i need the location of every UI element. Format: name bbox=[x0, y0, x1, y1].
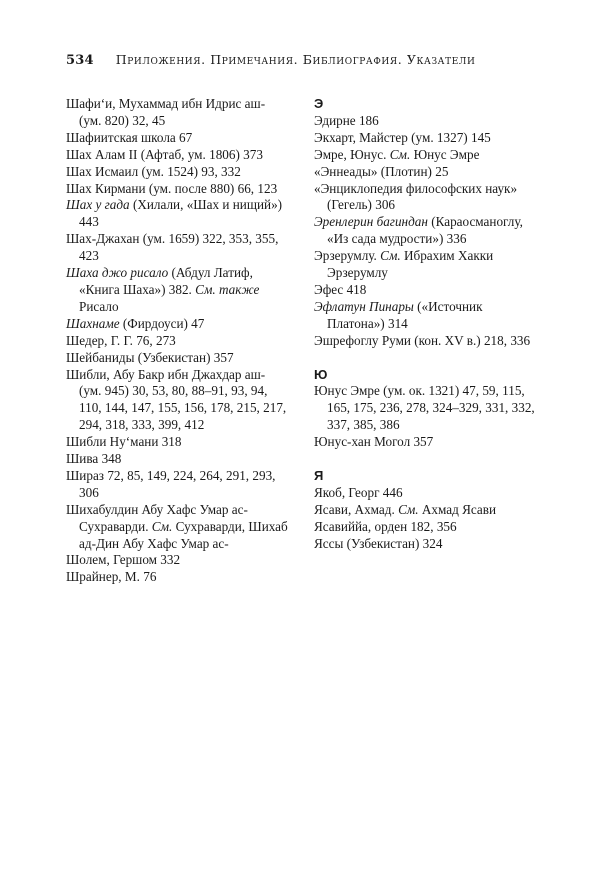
index-entry-text: Шрайнер, М. 76 bbox=[66, 569, 157, 585]
index-entry-text: Яссы (Узбекистан) 324 bbox=[314, 535, 443, 551]
index-entry bbox=[314, 536, 540, 553]
index-entry-text: Шихабулдин Абу Хафс Умар ас-Сухраварди. bbox=[66, 501, 248, 534]
index-entry bbox=[314, 485, 540, 502]
index-entry bbox=[66, 164, 288, 181]
index-entry-text: Шафи‘и, Мухаммад ибн Идрис аш- (ум. 820) 32, 45 bbox=[66, 96, 266, 128]
index-entry-text: (Караосманоглу, «Из сада мудрости») 336 bbox=[327, 214, 523, 247]
index-entry-italic-text: Эренлерин багиндан bbox=[314, 214, 428, 230]
index-entry bbox=[66, 181, 288, 198]
running-head: Приложения. Примечания. Библиография. Указатели bbox=[115, 52, 476, 67]
index-entry bbox=[66, 147, 288, 164]
page-header bbox=[66, 52, 536, 72]
section-gap bbox=[314, 451, 540, 468]
index-entry-text: Юнус Эмре bbox=[410, 146, 480, 162]
index-entry bbox=[66, 316, 288, 333]
index-entry-text: «Энциклопедия философских наук» (Гегель) 306 bbox=[314, 180, 518, 213]
index-letter-heading: Ю bbox=[314, 366, 328, 382]
index-entry-text: Эдирне 186 bbox=[314, 112, 379, 128]
section-gap bbox=[314, 350, 540, 367]
index-entry-text: Шедер, Г. Г. 76, 273 bbox=[66, 332, 176, 348]
index-entry-text: Ясавиййа, орден 182, 356 bbox=[314, 518, 457, 534]
index-entry-text: Ибрахим Хакки Эрзерумлу bbox=[327, 248, 494, 281]
index-entry bbox=[66, 350, 288, 367]
index-entry bbox=[314, 181, 540, 215]
index-entry bbox=[66, 130, 288, 147]
index-entry-italic-text: Шаха джо рисало bbox=[66, 265, 169, 281]
index-entry-text: Шах Алам II (Афтаб, ум. 1806) 373 bbox=[66, 146, 263, 162]
index-entry-text: Якоб, Георг 446 bbox=[314, 484, 403, 500]
index-entry bbox=[314, 434, 540, 451]
index-entry-text: Шах Исмаил (ум. 1524) 93, 332 bbox=[66, 163, 241, 179]
index-entry-text: Шибли, Абу Бакр ибн Джахдар аш- (ум. 945) 30, 53, 80, 88–91, 93, 94, 110, 144, 147, 155, 156, 178, 215, 217, 294, 318, 333, 399, 412 bbox=[66, 366, 287, 433]
index-entry bbox=[314, 147, 540, 164]
index-entry bbox=[314, 214, 540, 248]
index-entry-italic-text: См. bbox=[389, 146, 411, 162]
index-entry-italic-text: См. bbox=[398, 501, 419, 517]
index-letter-heading: Э bbox=[314, 96, 324, 111]
index-entry-text: Ясави, Ахмад. bbox=[314, 501, 399, 517]
index-entry-text: (Хилали, «Шах и нищий») 443 bbox=[79, 197, 283, 230]
index-entry-text: Шейбаниды (Узбекистан) 357 bbox=[66, 349, 234, 365]
index-entry bbox=[314, 299, 540, 333]
index-entry bbox=[66, 502, 288, 553]
index-entry-text: Юнус Эмре (ум. ок. 1321) 47, 59, 115, 165, 175, 236, 278, 324–329, 331, 332, 337, 385, 386 bbox=[314, 383, 535, 433]
page-number: 534 bbox=[66, 53, 94, 68]
index-entry bbox=[66, 96, 288, 130]
index-entry-text: Шолем, Гершом 332 bbox=[66, 552, 181, 568]
index-entry bbox=[314, 130, 540, 147]
index-entry bbox=[66, 367, 288, 435]
index-entry bbox=[314, 383, 540, 434]
index-column-left bbox=[66, 96, 288, 586]
index-letter-heading: Я bbox=[314, 468, 324, 484]
index-entry-italic-text: Шахнаме bbox=[66, 315, 120, 331]
index-entry bbox=[66, 468, 288, 502]
index-entry bbox=[314, 519, 540, 536]
index-entry-text: Шах-Джахан (ум. 1659) 322, 353, 355, 423 bbox=[66, 231, 279, 264]
index-entry bbox=[66, 197, 288, 231]
index-entry bbox=[314, 248, 540, 282]
index-entry-text: Шива 348 bbox=[66, 451, 122, 467]
index-entry-text: Ахмад Ясави bbox=[418, 501, 497, 517]
index-entry-italic-text: См. bbox=[151, 518, 173, 534]
index-entry-text: Шираз 72, 85, 149, 224, 264, 291, 293, 306 bbox=[66, 467, 276, 500]
index-entry bbox=[66, 333, 288, 350]
index-entry-italic-text: См. bbox=[380, 248, 401, 264]
index-entry-text: Шафиитская школа 67 bbox=[66, 129, 193, 145]
index-entry-text: Эмре, Юнус. bbox=[314, 146, 390, 162]
index-entry-text: Эрзерумлу. bbox=[314, 248, 381, 264]
index-entry-italic-text: См. также bbox=[195, 281, 260, 297]
index-entry-text: (Абдул Латиф, «Книга Шаха») 382. bbox=[79, 265, 253, 297]
index-entry-text: (Фирдоуси) 47 bbox=[119, 315, 205, 331]
index-entry bbox=[66, 265, 288, 316]
index-entry-text: Шибли Ну‘мани 318 bbox=[66, 434, 182, 450]
index-entry-text: «Эннеады» (Плотин) 25 bbox=[314, 163, 449, 179]
index-entry-text: Сухраварди, Шихаб ад-Дин Абу Хафс Умар ас- bbox=[79, 518, 288, 551]
index-entry bbox=[314, 502, 540, 519]
index-entry bbox=[66, 451, 288, 468]
index-entry-text: Экхарт, Майстер (ум. 1327) 145 bbox=[314, 129, 491, 145]
index-entry-text: Юнус-хан Могол 357 bbox=[314, 434, 434, 450]
index-entry-italic-text: Шах у гада bbox=[66, 197, 130, 213]
index-entry bbox=[314, 164, 540, 181]
index-entry-italic-text: Эфлатун Пинары bbox=[314, 298, 414, 314]
index-entry-text: Эшрефоглу Руми (кон. XV в.) 218, 336 bbox=[314, 332, 531, 348]
index-column-right bbox=[314, 96, 540, 553]
index-entry bbox=[314, 113, 540, 130]
index-entry-text: («Источник Платона») 314 bbox=[327, 298, 483, 331]
index-entry bbox=[66, 434, 288, 451]
index-entry-text: Эфес 418 bbox=[314, 281, 367, 297]
index-entry-text: Рисало bbox=[79, 298, 119, 314]
index-entry bbox=[66, 231, 288, 265]
index-entry bbox=[314, 333, 540, 350]
index-entry-text: Шах Кирмани (ум. после 880) 66, 123 bbox=[66, 180, 278, 196]
index-entry bbox=[66, 552, 288, 569]
index-entry bbox=[314, 282, 540, 299]
index-entry bbox=[66, 569, 288, 586]
